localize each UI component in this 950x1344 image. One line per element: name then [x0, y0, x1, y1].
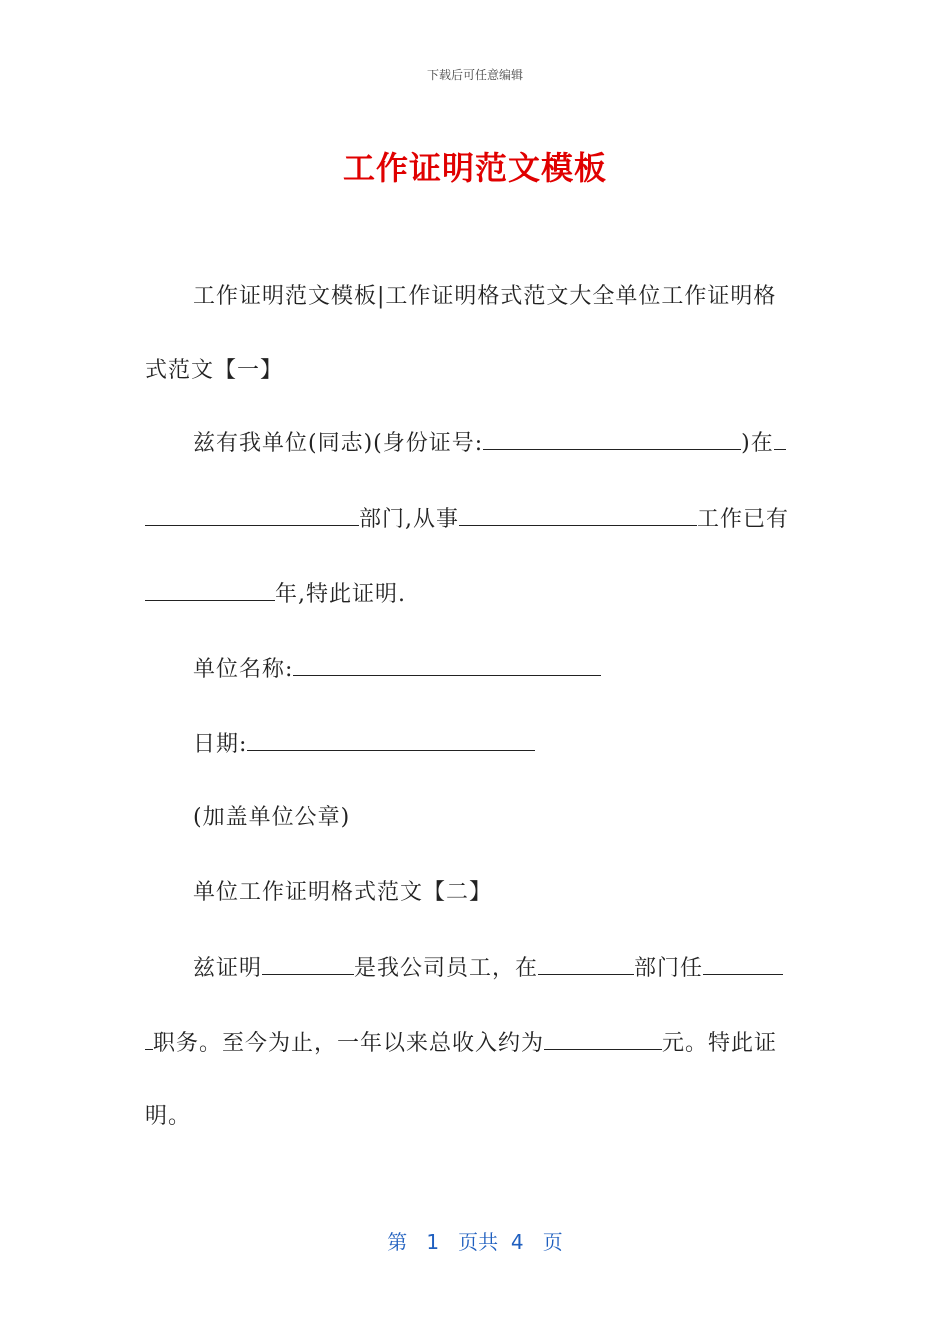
paragraph-3-line-2	[145, 1029, 777, 1059]
job-blank	[459, 507, 697, 526]
years-blank	[145, 582, 275, 601]
paragraph-2-line-2	[145, 505, 789, 535]
paragraph-3-line-3: 明。	[145, 1104, 192, 1129]
position-blank-end	[145, 1031, 153, 1050]
date-label: 日期:	[193, 732, 248, 757]
header-note: 下载后可任意编辑	[426, 68, 523, 82]
department-blank	[145, 507, 359, 526]
paragraph-3-line-1	[193, 954, 783, 984]
department-label: 部门,从事	[359, 507, 459, 532]
department-blank-start	[774, 431, 786, 450]
page-label: 第	[387, 1230, 408, 1254]
income-blank	[544, 1031, 662, 1050]
position-blank	[703, 956, 783, 975]
years-suffix: 年,特此证明.	[275, 582, 406, 607]
job-suffix: 工作已有	[697, 507, 790, 532]
seal-note: (加盖单位公章)	[193, 805, 351, 830]
certify-label: 兹证明	[193, 956, 263, 981]
document-title: 工作证明范文模板	[342, 149, 607, 187]
page-footer	[0, 1226, 950, 1255]
income-text: 职务。至今为止，一年以来总收入约为	[153, 1031, 545, 1056]
page-total: 4	[510, 1230, 524, 1254]
page-suffix: 页	[542, 1230, 563, 1254]
paragraph-1-line-1: 工作证明范文模板|工作证明格式范文大全单位工作证明格	[193, 284, 777, 309]
section-2-heading: 单位工作证明格式范文【二】	[193, 880, 493, 905]
paragraph-2-line-1	[193, 429, 786, 459]
employee-name-blank	[262, 956, 354, 975]
employee-text: 是我公司员工，在	[354, 956, 539, 981]
unit-name-line	[193, 655, 601, 685]
id-statement-label: 兹有我单位(同志)(身份证号:	[193, 431, 484, 456]
page-separator: 页共	[458, 1230, 499, 1254]
department-blank-2	[538, 956, 634, 975]
income-suffix: 元。特此证	[662, 1031, 778, 1056]
position-label: 部门任	[634, 956, 704, 981]
page-number: 1	[426, 1230, 440, 1254]
paragraph-1-line-2: 式范文【一】	[145, 358, 284, 383]
unit-name-blank	[293, 657, 601, 676]
date-line	[193, 730, 535, 760]
date-blank	[247, 732, 535, 751]
id-statement-suffix: )在	[741, 431, 774, 456]
id-number-blank	[483, 431, 741, 450]
paragraph-2-line-3	[145, 580, 406, 610]
unit-name-label: 单位名称:	[193, 657, 294, 682]
